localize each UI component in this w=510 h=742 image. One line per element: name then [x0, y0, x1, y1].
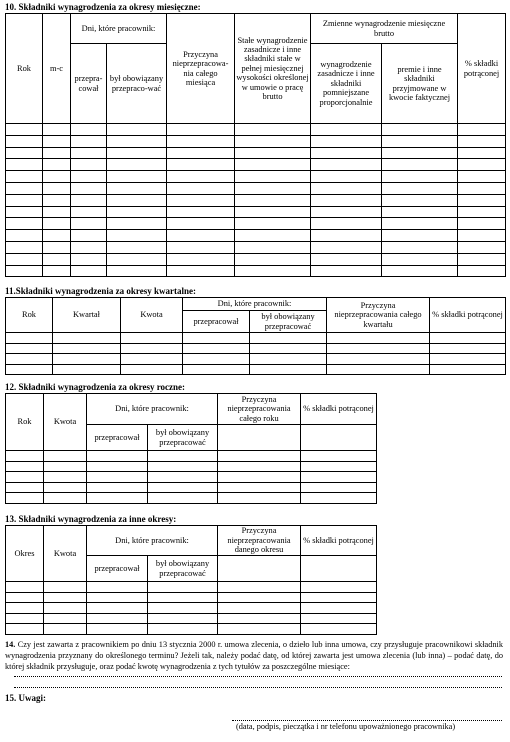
table-row	[6, 194, 506, 206]
other-periods-components-table	[5, 525, 377, 635]
blank-cell[interactable]	[43, 194, 71, 206]
blank-cell[interactable]	[71, 218, 107, 230]
blank-cell[interactable]	[71, 206, 107, 218]
blank-cell[interactable]	[311, 171, 382, 183]
blank-cell[interactable]	[6, 171, 43, 183]
blank-cell[interactable]	[183, 343, 250, 354]
table-row	[6, 343, 506, 354]
blank-cell[interactable]	[430, 364, 506, 375]
blank-cell[interactable]	[458, 241, 506, 253]
blank-cell[interactable]	[6, 603, 44, 614]
blank-cell[interactable]	[235, 159, 311, 171]
blank-cell[interactable]	[107, 253, 167, 265]
blank-cell[interactable]	[43, 182, 71, 194]
blank-cell[interactable]	[311, 124, 382, 136]
annual-components-table	[5, 393, 377, 504]
blank-cell[interactable]	[44, 493, 87, 504]
blank-cell[interactable]	[107, 194, 167, 206]
section-14-question: 14. Czy jest zawarta z pracownikiem po dniu 13 stycznia 2000 r. umowa zlecenia, o dzieło lub inna umowa, czy przysługuje pracownikowi składnik wynagrodzenia przyznany do określonego terminu? Jeżeli tak, należy podać datę, od której zawarta jest umowa zlecenia (lub inna) – podać datę, do której składnik przysługuje, oraz podać kwotę wynagrodzenia z tych tytułów za poszczególne miesiące:	[5, 640, 503, 672]
section-11-title: 11.Składniki wynagrodzenia za okresy kwartalne:	[5, 286, 196, 296]
blank-cell[interactable]	[311, 135, 382, 147]
col-contribution-percent: % składki potrąconej	[301, 394, 377, 425]
table-row	[6, 135, 506, 147]
blank-cell[interactable]	[6, 265, 43, 277]
blank-cell[interactable]	[167, 159, 235, 171]
blank-cell[interactable]	[167, 171, 235, 183]
blank-cell[interactable]	[44, 482, 87, 493]
blank-cell[interactable]	[44, 472, 87, 483]
col-amount: Kwota	[44, 394, 87, 451]
blank-cell[interactable]	[235, 124, 311, 136]
blank-cell[interactable]	[107, 230, 167, 242]
col-month: m-c	[43, 14, 71, 124]
table-row	[6, 206, 506, 218]
blank-cell[interactable]	[6, 194, 43, 206]
blank-cell[interactable]	[458, 182, 506, 194]
blank-cell[interactable]	[6, 624, 44, 635]
blank-cell[interactable]	[382, 194, 458, 206]
blank-cell[interactable]	[301, 482, 377, 493]
blank-cell[interactable]	[71, 253, 107, 265]
table-row	[6, 624, 377, 635]
blank-cell[interactable]	[148, 461, 218, 472]
blank-cell[interactable]	[43, 206, 71, 218]
blank-cell[interactable]	[43, 171, 71, 183]
col-reason: Przyczyna nieprzepracowania całego roku	[218, 394, 301, 425]
table-row	[6, 333, 506, 344]
blank-cell[interactable]	[311, 218, 382, 230]
table-row	[6, 482, 377, 493]
blank-cell[interactable]	[250, 333, 327, 344]
blank-cell[interactable]	[235, 230, 311, 242]
col-days-required: był obowiązany przepracować	[250, 311, 327, 333]
blank-cell[interactable]	[87, 582, 148, 593]
blank-cell[interactable]	[301, 582, 377, 593]
col-variable-proportional: wynagrodzenie zasadnicze i inne składniki pomniejszane proporcjonalnie	[311, 44, 382, 124]
table-row	[6, 613, 377, 624]
blank-cell[interactable]	[458, 159, 506, 171]
col-contribution-percent: % składki potrąconej	[458, 14, 506, 124]
col-reason: Przyczyna nieprzepracowania całego kwartału	[327, 298, 430, 333]
blank-cell[interactable]	[167, 147, 235, 159]
table-row	[6, 171, 506, 183]
blank-cell[interactable]	[301, 451, 377, 462]
col-days-worked-group: Dni, które pracownik:	[87, 526, 218, 556]
blank-cell[interactable]	[121, 343, 183, 354]
section-12-title: 12. Składniki wynagrodzenia za okresy roczne:	[5, 382, 186, 392]
blank-cell[interactable]	[53, 343, 121, 354]
table-row	[6, 241, 506, 253]
blank-cell[interactable]	[6, 124, 43, 136]
blank-cell[interactable]	[43, 135, 71, 147]
blank-cell[interactable]	[107, 218, 167, 230]
answer-line-2[interactable]	[14, 687, 502, 688]
col-days-worked: przepracował	[183, 311, 250, 333]
table-row	[6, 159, 506, 171]
blank-cell[interactable]	[235, 194, 311, 206]
blank-cell[interactable]	[382, 265, 458, 277]
blank-cell[interactable]	[327, 364, 430, 375]
table-row	[6, 147, 506, 159]
col-days-worked-group: Dni, które pracownik:	[87, 394, 218, 425]
blank-cell[interactable]	[87, 624, 148, 635]
blank-cell[interactable]	[311, 194, 382, 206]
blank-cell[interactable]	[235, 218, 311, 230]
blank-cell[interactable]	[218, 624, 301, 635]
answer-line-1[interactable]	[14, 676, 502, 677]
blank-cell[interactable]	[43, 147, 71, 159]
blank-cell[interactable]	[430, 343, 506, 354]
table-row	[6, 124, 506, 136]
blank-cell[interactable]	[87, 461, 148, 472]
blank-cell[interactable]	[148, 472, 218, 483]
blank-cell[interactable]	[148, 592, 218, 603]
blank-cell[interactable]	[6, 135, 43, 147]
col-amount: Kwota	[44, 526, 87, 582]
blank-cell[interactable]	[235, 171, 311, 183]
blank-cell[interactable]	[53, 364, 121, 375]
blank-cell[interactable]	[458, 253, 506, 265]
blank-cell[interactable]	[107, 159, 167, 171]
blank-cell[interactable]	[218, 613, 301, 624]
blank-cell[interactable]	[218, 603, 301, 614]
blank-cell[interactable]	[301, 613, 377, 624]
blank-cell[interactable]	[6, 206, 43, 218]
quarterly-components-table	[5, 297, 506, 375]
blank-cell[interactable]	[167, 218, 235, 230]
table-row	[6, 218, 506, 230]
blank-cell[interactable]	[458, 194, 506, 206]
blank-cell[interactable]	[43, 124, 71, 136]
table-row	[6, 493, 377, 504]
col-reason: Przyczyna nieprzepracowa-nia całego miesiąca	[167, 14, 235, 124]
blank-cell[interactable]	[311, 159, 382, 171]
blank-cell[interactable]	[167, 206, 235, 218]
col-contribution-percent: % składki potrąconej	[430, 298, 506, 333]
blank-cell[interactable]	[107, 241, 167, 253]
blank-cell[interactable]	[382, 147, 458, 159]
blank-cell[interactable]	[301, 624, 377, 635]
blank-cell[interactable]	[382, 206, 458, 218]
blank-cell[interactable]	[6, 493, 44, 504]
blank-cell[interactable]	[382, 230, 458, 242]
table-row	[6, 451, 377, 462]
blank-cell[interactable]	[87, 493, 148, 504]
blank-cell[interactable]	[71, 241, 107, 253]
blank-cell[interactable]	[301, 472, 377, 483]
signature-caption: (data, podpis, pieczątka i nr telefonu upoważnionego pracownika)	[236, 722, 456, 731]
col-rok: Rok	[6, 298, 53, 333]
blank-cell[interactable]	[301, 603, 377, 614]
blank-cell[interactable]	[107, 265, 167, 277]
blank-cell[interactable]	[458, 147, 506, 159]
blank-cell[interactable]	[382, 124, 458, 136]
col-variable-pay-group: Zmienne wynagrodzenie miesięczne brutto	[311, 14, 458, 44]
table-row	[6, 364, 506, 375]
blank-cell[interactable]	[167, 124, 235, 136]
table-row	[6, 265, 506, 277]
blank-cell[interactable]	[430, 354, 506, 365]
blank-cell[interactable]	[148, 613, 218, 624]
blank-cell[interactable]	[43, 253, 71, 265]
blank-cell[interactable]	[6, 159, 43, 171]
blank-cell[interactable]	[6, 230, 43, 242]
blank-cell[interactable]	[107, 171, 167, 183]
blank-cell[interactable]	[6, 182, 43, 194]
blank-cell[interactable]	[6, 582, 44, 593]
blank-cell[interactable]	[71, 124, 107, 136]
blank-cell[interactable]	[250, 354, 327, 365]
blank-cell[interactable]	[107, 124, 167, 136]
blank-cell[interactable]	[71, 147, 107, 159]
blank-cell[interactable]	[44, 613, 87, 624]
section-15-title: 15. Uwagi:	[5, 693, 46, 703]
blank-cell[interactable]	[6, 241, 43, 253]
blank-cell[interactable]	[43, 241, 71, 253]
blank-cell[interactable]	[167, 135, 235, 147]
blank-cell[interactable]	[382, 159, 458, 171]
col-reason: Przyczyna nieprzepracowania danego okresu	[218, 526, 301, 556]
blank-cell[interactable]	[382, 182, 458, 194]
col-days-worked: przepracował	[87, 425, 148, 451]
blank-cell[interactable]	[167, 182, 235, 194]
blank-cell[interactable]	[87, 613, 148, 624]
col-rok: Rok	[6, 394, 44, 451]
blank-cell[interactable]	[53, 333, 121, 344]
blank-cell[interactable]	[71, 135, 107, 147]
section-13-title: 13. Składniki wynagrodzenia za inne okresy:	[5, 514, 177, 524]
blank-cell[interactable]	[311, 230, 382, 242]
blank-cell[interactable]	[235, 265, 311, 277]
blank-cell[interactable]	[121, 354, 183, 365]
blank-cell[interactable]	[458, 206, 506, 218]
col-days-required: był obowiązany przepraco-wać	[107, 44, 167, 124]
blank-cell[interactable]	[43, 230, 71, 242]
blank-cell[interactable]	[218, 482, 301, 493]
table-row	[6, 582, 377, 593]
blank-cell[interactable]	[148, 603, 218, 614]
blank-cell[interactable]	[148, 482, 218, 493]
blank-cell[interactable]	[6, 343, 53, 354]
table-row	[6, 472, 377, 483]
blank-cell[interactable]	[167, 230, 235, 242]
blank-cell[interactable]	[311, 182, 382, 194]
blank-cell[interactable]	[107, 206, 167, 218]
blank-cell[interactable]	[148, 451, 218, 462]
blank-cell[interactable]	[121, 364, 183, 375]
blank-cell[interactable]	[183, 364, 250, 375]
blank-cell[interactable]	[311, 241, 382, 253]
blank-cell[interactable]	[183, 333, 250, 344]
blank-cell[interactable]	[458, 171, 506, 183]
col-days-required: był obowiązany przepracować	[148, 556, 218, 582]
blank-cell[interactable]	[87, 472, 148, 483]
col-amount: Kwota	[121, 298, 183, 333]
blank-cell[interactable]	[218, 451, 301, 462]
blank-cell[interactable]	[43, 265, 71, 277]
blank-cell[interactable]	[301, 592, 377, 603]
blank-cell[interactable]	[71, 265, 107, 277]
blank-cell[interactable]	[6, 354, 53, 365]
col-quarter: Kwartał	[53, 298, 121, 333]
blank-cell[interactable]	[148, 624, 218, 635]
blank-cell[interactable]	[44, 461, 87, 472]
blank-cell[interactable]	[327, 354, 430, 365]
blank-cell[interactable]	[218, 582, 301, 593]
blank-cell[interactable]	[44, 592, 87, 603]
blank-cell[interactable]	[458, 218, 506, 230]
blank-cell[interactable]	[250, 343, 327, 354]
col-fixed-pay: Stałe wynagrodzenie zasadnicze i inne składniki stałe w pełnej miesięcznej wysokości określonej w umowie o pracę brutto	[235, 14, 311, 124]
blank-cell[interactable]	[44, 582, 87, 593]
blank-cell[interactable]	[250, 364, 327, 375]
blank-cell[interactable]	[6, 451, 44, 462]
blank-cell[interactable]	[183, 354, 250, 365]
blank-cell[interactable]	[107, 135, 167, 147]
blank-cell[interactable]	[71, 230, 107, 242]
blank-cell[interactable]	[301, 493, 377, 504]
table-row	[6, 354, 506, 365]
blank-cell[interactable]	[235, 147, 311, 159]
blank-cell[interactable]	[458, 265, 506, 277]
blank-cell[interactable]	[311, 253, 382, 265]
blank-cell[interactable]	[43, 159, 71, 171]
blank-cell[interactable]	[382, 253, 458, 265]
section-14-text: Czy jest zawarta z pracownikiem po dniu 13 stycznia 2000 r. umowa zlecenia, o dzieło lub inna umowa, czy przysługuje pracownikowi składnik wynagrodzenia przyznany do określonego terminu? Jeżeli tak, należy podać datę, od której zawarta jest umowa zlecenia (lub inna) – podać datę, do której składnik przysługuje, oraz podać kwotę wynagrodzenia z tych tytułów za poszczególne miesiące:	[5, 640, 503, 672]
table-row	[6, 603, 377, 614]
blank-cell[interactable]	[53, 354, 121, 365]
blank-cell[interactable]	[148, 493, 218, 504]
blank-cell[interactable]	[458, 135, 506, 147]
blank-cell[interactable]	[167, 253, 235, 265]
blank-cell[interactable]	[87, 451, 148, 462]
table-row	[6, 230, 506, 242]
blank-cell[interactable]	[121, 333, 183, 344]
blank-cell[interactable]	[430, 333, 506, 344]
col-period: Okres	[6, 526, 44, 582]
section-10-title: 10. Składniki wynagrodzenia za okresy miesięczne:	[5, 2, 201, 12]
blank-cell[interactable]	[218, 592, 301, 603]
blank-cell[interactable]	[87, 603, 148, 614]
blank-cell[interactable]	[235, 206, 311, 218]
blank-cell[interactable]	[71, 159, 107, 171]
blank-cell[interactable]	[311, 147, 382, 159]
blank-cell[interactable]	[167, 241, 235, 253]
blank-cell[interactable]	[167, 194, 235, 206]
signature-line[interactable]	[232, 720, 502, 721]
monthly-components-table	[5, 13, 506, 277]
blank-cell[interactable]	[44, 624, 87, 635]
blank-cell[interactable]	[311, 206, 382, 218]
blank-cell[interactable]	[6, 461, 44, 472]
table-row	[6, 182, 506, 194]
blank-cell[interactable]	[301, 461, 377, 472]
blank-cell[interactable]	[382, 135, 458, 147]
blank-cell[interactable]	[458, 230, 506, 242]
col-days-worked: przepracował	[87, 556, 148, 582]
table-row	[6, 592, 377, 603]
blank-cell[interactable]	[71, 171, 107, 183]
blank-cell[interactable]	[235, 182, 311, 194]
blank-cell[interactable]	[6, 333, 53, 344]
blank-cell[interactable]	[218, 472, 301, 483]
blank-cell[interactable]	[235, 253, 311, 265]
blank-cell[interactable]	[44, 603, 87, 614]
blank-cell[interactable]	[327, 333, 430, 344]
blank-cell[interactable]	[148, 582, 218, 593]
blank-cell[interactable]	[6, 364, 53, 375]
col-contribution-percent: % składki potrąconej	[301, 526, 377, 556]
col-rok: Rok	[6, 14, 43, 124]
blank-cell[interactable]	[382, 218, 458, 230]
col-days-required: był obowiązany przepracować	[148, 425, 218, 451]
blank-cell[interactable]	[6, 613, 44, 624]
blank-cell[interactable]	[71, 194, 107, 206]
blank-cell[interactable]	[382, 241, 458, 253]
blank-cell[interactable]	[6, 472, 44, 483]
blank-cell[interactable]	[327, 343, 430, 354]
blank-cell[interactable]	[107, 147, 167, 159]
blank-cell[interactable]	[6, 592, 44, 603]
table-row	[6, 461, 377, 472]
blank-cell[interactable]	[235, 241, 311, 253]
blank-cell[interactable]	[107, 182, 167, 194]
blank-cell[interactable]	[6, 147, 43, 159]
blank-cell[interactable]	[87, 592, 148, 603]
table-row	[6, 253, 506, 265]
blank-cell[interactable]	[167, 265, 235, 277]
blank-cell[interactable]	[6, 253, 43, 265]
col-days-worked: przepra-cował	[71, 44, 107, 124]
blank-cell[interactable]	[235, 135, 311, 147]
blank-cell[interactable]	[6, 218, 43, 230]
blank-cell[interactable]	[43, 218, 71, 230]
blank-cell[interactable]	[311, 265, 382, 277]
blank-cell[interactable]	[6, 482, 44, 493]
blank-cell[interactable]	[44, 451, 87, 462]
blank-cell[interactable]	[71, 182, 107, 194]
col-variable-actual: premie i inne składniki przyjmowane w kwocie faktycznej	[382, 44, 458, 124]
blank-cell[interactable]	[87, 482, 148, 493]
blank-cell[interactable]	[218, 461, 301, 472]
col-days-worked-group: Dni, które pracownik:	[183, 298, 327, 311]
blank-cell[interactable]	[382, 171, 458, 183]
col-days-worked-group: Dni, które pracownik:	[71, 14, 167, 44]
blank-cell[interactable]	[458, 124, 506, 136]
blank-cell[interactable]	[218, 493, 301, 504]
